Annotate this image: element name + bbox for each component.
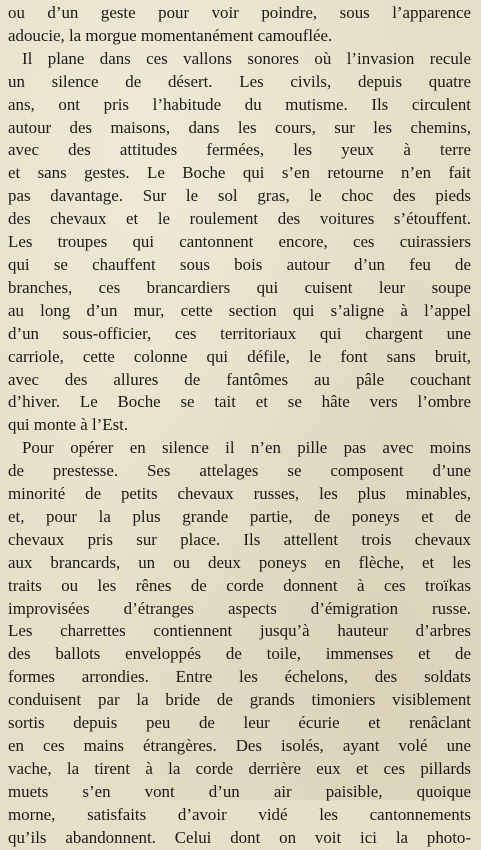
text-line: sortis depuis peu de leur écurie et renâclant xyxy=(8,713,471,733)
text-line: au long d’un mur, cette section qui s’aligne à l’appel xyxy=(8,300,471,320)
text-line: branches, ces brancardiers qui cuisent leur soupe xyxy=(8,277,471,297)
text-line: et sans gestes. Le Boche qui s’en retourne n’en fait xyxy=(8,163,471,183)
text-line: d’hiver. Le Boche se tait et se hâte vers l’ombre xyxy=(8,392,471,412)
text-line: morne, satisfaits d’avoir vidé les cantonnements xyxy=(8,804,471,824)
paragraph-3 xyxy=(8,437,471,849)
text-line: adoucie, la morgue momentanément camouflée. xyxy=(8,25,333,45)
text-line: minorité de petits chevaux russes, les plus minables, xyxy=(8,484,471,504)
text-line: vache, la tirent à la corde derrière eux et ces pillards xyxy=(8,758,471,778)
paragraph-1 xyxy=(8,2,471,48)
text-line: en ces mains étrangères. Des isolés, ayant volé une xyxy=(8,736,471,755)
text-line: et, pour la plus grande partie, de poneys et de xyxy=(8,506,471,526)
text-line: carriole, cette colonne qui défile, le font sans bruit, xyxy=(8,346,471,366)
text-line: qui se chauffent sous bois autour d’un feu de xyxy=(8,254,471,274)
text-line: Les troupes qui cantonnent encore, ces cuirassiers xyxy=(8,232,471,252)
text-line: ou d’un geste pour voir poindre, sous l’apparence xyxy=(8,3,471,22)
text-line: avec des attitudes fermées, les yeux à terre xyxy=(8,140,471,160)
text-line: qui monte à l’Est. xyxy=(8,415,129,435)
text-line: conduisent par la bride de grands timoniers visiblement xyxy=(8,690,471,710)
text-line: improvisées d’étranges aspects d’émigration russe. xyxy=(8,598,471,618)
text-line: traits ou les rênes de corde donnent à ces troïkas xyxy=(8,575,471,595)
text-line: de prestesse. Ses attelages se composent d’une xyxy=(8,461,471,481)
text-line: des chevaux et le roulement des voitures s’étouffent. xyxy=(8,209,471,229)
text-line: muets s’en vont d’un air paisible, quoique xyxy=(8,781,471,801)
paragraph-2 xyxy=(8,48,471,437)
text-line: des ballots enveloppés de toile, immenses et de xyxy=(8,644,471,664)
text-line: aux brancards, un ou deux poneys en flèche, et les xyxy=(8,552,471,572)
text-line: qu’ils abandonnent. Celui dont on voit ici la photo- xyxy=(8,827,471,847)
text-line: Il plane dans ces vallons sonores où l’invasion recule xyxy=(22,48,471,68)
text-line: un silence de désert. Les civils, depuis quatre xyxy=(8,71,471,91)
text-line: avec des allures de fantômes au pâle couchant xyxy=(8,369,471,389)
text-line: pas davantage. Sur le sol gras, le choc des pieds xyxy=(8,186,471,206)
text-line: d’un sous-officier, ces territoriaux qui chargent une xyxy=(8,323,471,343)
text-line: ans, ont pris l’habitude du mutisme. Ils circulent xyxy=(8,94,471,114)
text-line: chevaux pris sur place. Ils attellent trois chevaux xyxy=(8,529,471,549)
text-line: formes arrondies. Entre les échelons, des soldats xyxy=(8,667,471,687)
text-line: Pour opérer en silence il n’en pille pas avec moins xyxy=(22,438,471,458)
text-line: autour des maisons, dans les cours, sur les chemins, xyxy=(8,117,471,137)
text-line: Les charrettes contiennent jusqu’à hauteur d’arbres xyxy=(8,621,471,641)
